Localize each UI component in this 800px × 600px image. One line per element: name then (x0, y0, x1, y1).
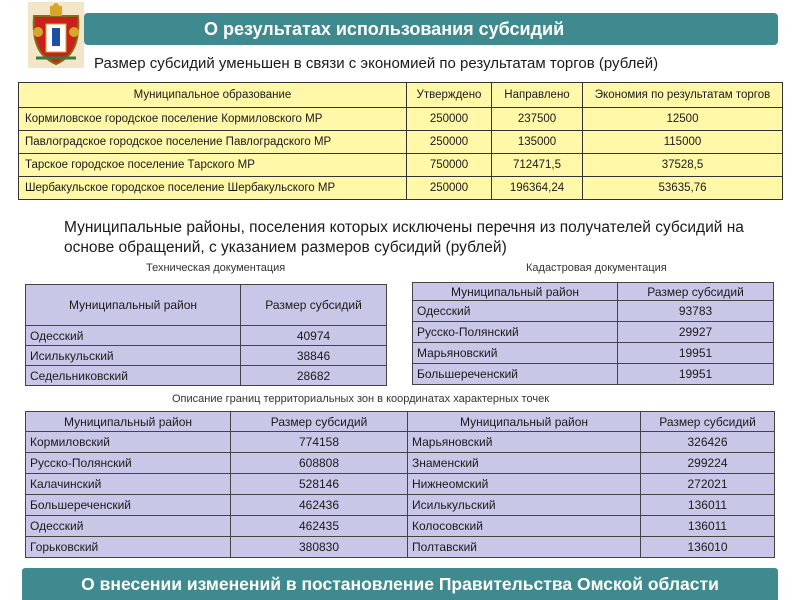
table-row (26, 537, 775, 558)
tech-doc-table (25, 284, 387, 386)
table-cell: Исилькульский (408, 495, 641, 516)
table-row (26, 326, 387, 346)
table-cell: 136010 (641, 537, 775, 558)
table-header-row (26, 412, 775, 432)
table-cell: 250000 (407, 177, 492, 200)
excluded-heading: Муниципальные районы, поселения которых исключены перечня из получателей субсидий на основе обращений, с указанием размеров субсидий (рублей) (64, 219, 744, 256)
column-header: Муниципальный район (26, 412, 231, 432)
column-header: Направлено (492, 83, 583, 108)
table-cell: 462436 (231, 495, 408, 516)
column-header: Муниципальный район (26, 285, 241, 326)
table-cell: 29927 (618, 322, 774, 343)
table-cell: 712471,5 (492, 154, 583, 177)
coat-of-arms-icon (28, 2, 84, 68)
column-header: Размер субсидий (231, 412, 408, 432)
table-cell: 53635,76 (583, 177, 783, 200)
table-cell: Седельниковский (26, 366, 241, 386)
table-cell: Знаменский (408, 453, 641, 474)
savings-table (18, 82, 783, 200)
table-cell: 19951 (618, 343, 774, 364)
table-cell: 326426 (641, 432, 775, 453)
table-row (19, 154, 783, 177)
table-row (26, 366, 387, 386)
table-header-row (26, 285, 387, 326)
table-cell: 774158 (231, 432, 408, 453)
footer-title: О внесении изменений в постановление Правительства Омской области (81, 573, 719, 594)
table-cell: Кормиловский (26, 432, 231, 453)
table-row (413, 322, 774, 343)
table-row (26, 432, 775, 453)
table-cell: 750000 (407, 154, 492, 177)
table-cell: Марьяновский (413, 343, 618, 364)
table-cell: Калачинский (26, 474, 231, 495)
cadastral-doc-caption: Кадастровая документация (526, 262, 667, 274)
table-header-row (19, 83, 783, 108)
table-cell: 38846 (241, 346, 387, 366)
column-header: Размер субсидий (241, 285, 387, 326)
table-cell: 528146 (231, 474, 408, 495)
table-cell: Полтавский (408, 537, 641, 558)
tech-doc-caption: Техническая документация (146, 262, 286, 274)
table-cell: 608808 (231, 453, 408, 474)
table-cell: 28682 (241, 366, 387, 386)
table-row (26, 495, 775, 516)
table-header-row (413, 283, 774, 301)
table-cell: 462435 (231, 516, 408, 537)
table-row (413, 343, 774, 364)
table-cell: Одесский (26, 516, 231, 537)
table-cell: 19951 (618, 364, 774, 385)
column-header: Утверждено (407, 83, 492, 108)
table-cell: Большереченский (26, 495, 231, 516)
table-row (26, 516, 775, 537)
table-cell: Большереченский (413, 364, 618, 385)
table-cell: 250000 (407, 131, 492, 154)
table-cell: 12500 (583, 108, 783, 131)
table-cell: Павлоградское городское поселение Павлоградского МР (19, 131, 407, 154)
table-row (19, 108, 783, 131)
table-cell: Горьковский (26, 537, 231, 558)
table-cell: Тарское городское поселение Тарского МР (19, 154, 407, 177)
table-cell: Русско-Полянский (26, 453, 231, 474)
column-header: Экономия по результатам торгов (583, 83, 783, 108)
table-cell: 250000 (407, 108, 492, 131)
table-cell: Русско-Полянский (413, 322, 618, 343)
column-header: Муниципальный район (413, 283, 618, 301)
table-cell: Одесский (26, 326, 241, 346)
table-cell: 37528,5 (583, 154, 783, 177)
table-cell: Колосовский (408, 516, 641, 537)
footer-title-bar (22, 568, 778, 600)
table-row (19, 177, 783, 200)
table-cell: Одесский (413, 301, 618, 322)
table-row (26, 346, 387, 366)
table-cell: Шербакульское городское поселение Шербакульского МР (19, 177, 407, 200)
table-row (413, 301, 774, 322)
table-cell: 135000 (492, 131, 583, 154)
column-header: Муниципальный район (408, 412, 641, 432)
table-row (26, 453, 775, 474)
column-header: Муниципальное образование (19, 83, 407, 108)
table-cell: 40974 (241, 326, 387, 346)
table-cell: Исилькульский (26, 346, 241, 366)
column-header: Размер субсидий (641, 412, 775, 432)
table-cell: Кормиловское городское поселение Кормиловского МР (19, 108, 407, 131)
table-cell: 272021 (641, 474, 775, 495)
table-cell: 299224 (641, 453, 775, 474)
table-cell: 380830 (231, 537, 408, 558)
table-cell: 237500 (492, 108, 583, 131)
table-cell: 115000 (583, 131, 783, 154)
table-row (413, 364, 774, 385)
table-cell: 93783 (618, 301, 774, 322)
page-title-bar (84, 13, 778, 45)
table-cell: Нижнеомский (408, 474, 641, 495)
boundaries-table (25, 411, 775, 558)
table-cell: 196364,24 (492, 177, 583, 200)
table-cell: Марьяновский (408, 432, 641, 453)
boundaries-caption: Описание границ территориальных зон в координатах характерных точек (172, 393, 550, 405)
table-row (26, 474, 775, 495)
column-header: Размер субсидий (618, 283, 774, 301)
table-cell: 136011 (641, 495, 775, 516)
table-cell: 136011 (641, 516, 775, 537)
table-row (19, 131, 783, 154)
cadastral-doc-table (412, 282, 774, 385)
page-title: О результатах использования субсидий (204, 18, 565, 39)
savings-subtitle: Размер субсидий уменьшен в связи с экономией по результатам торгов (рублей) (94, 55, 659, 72)
